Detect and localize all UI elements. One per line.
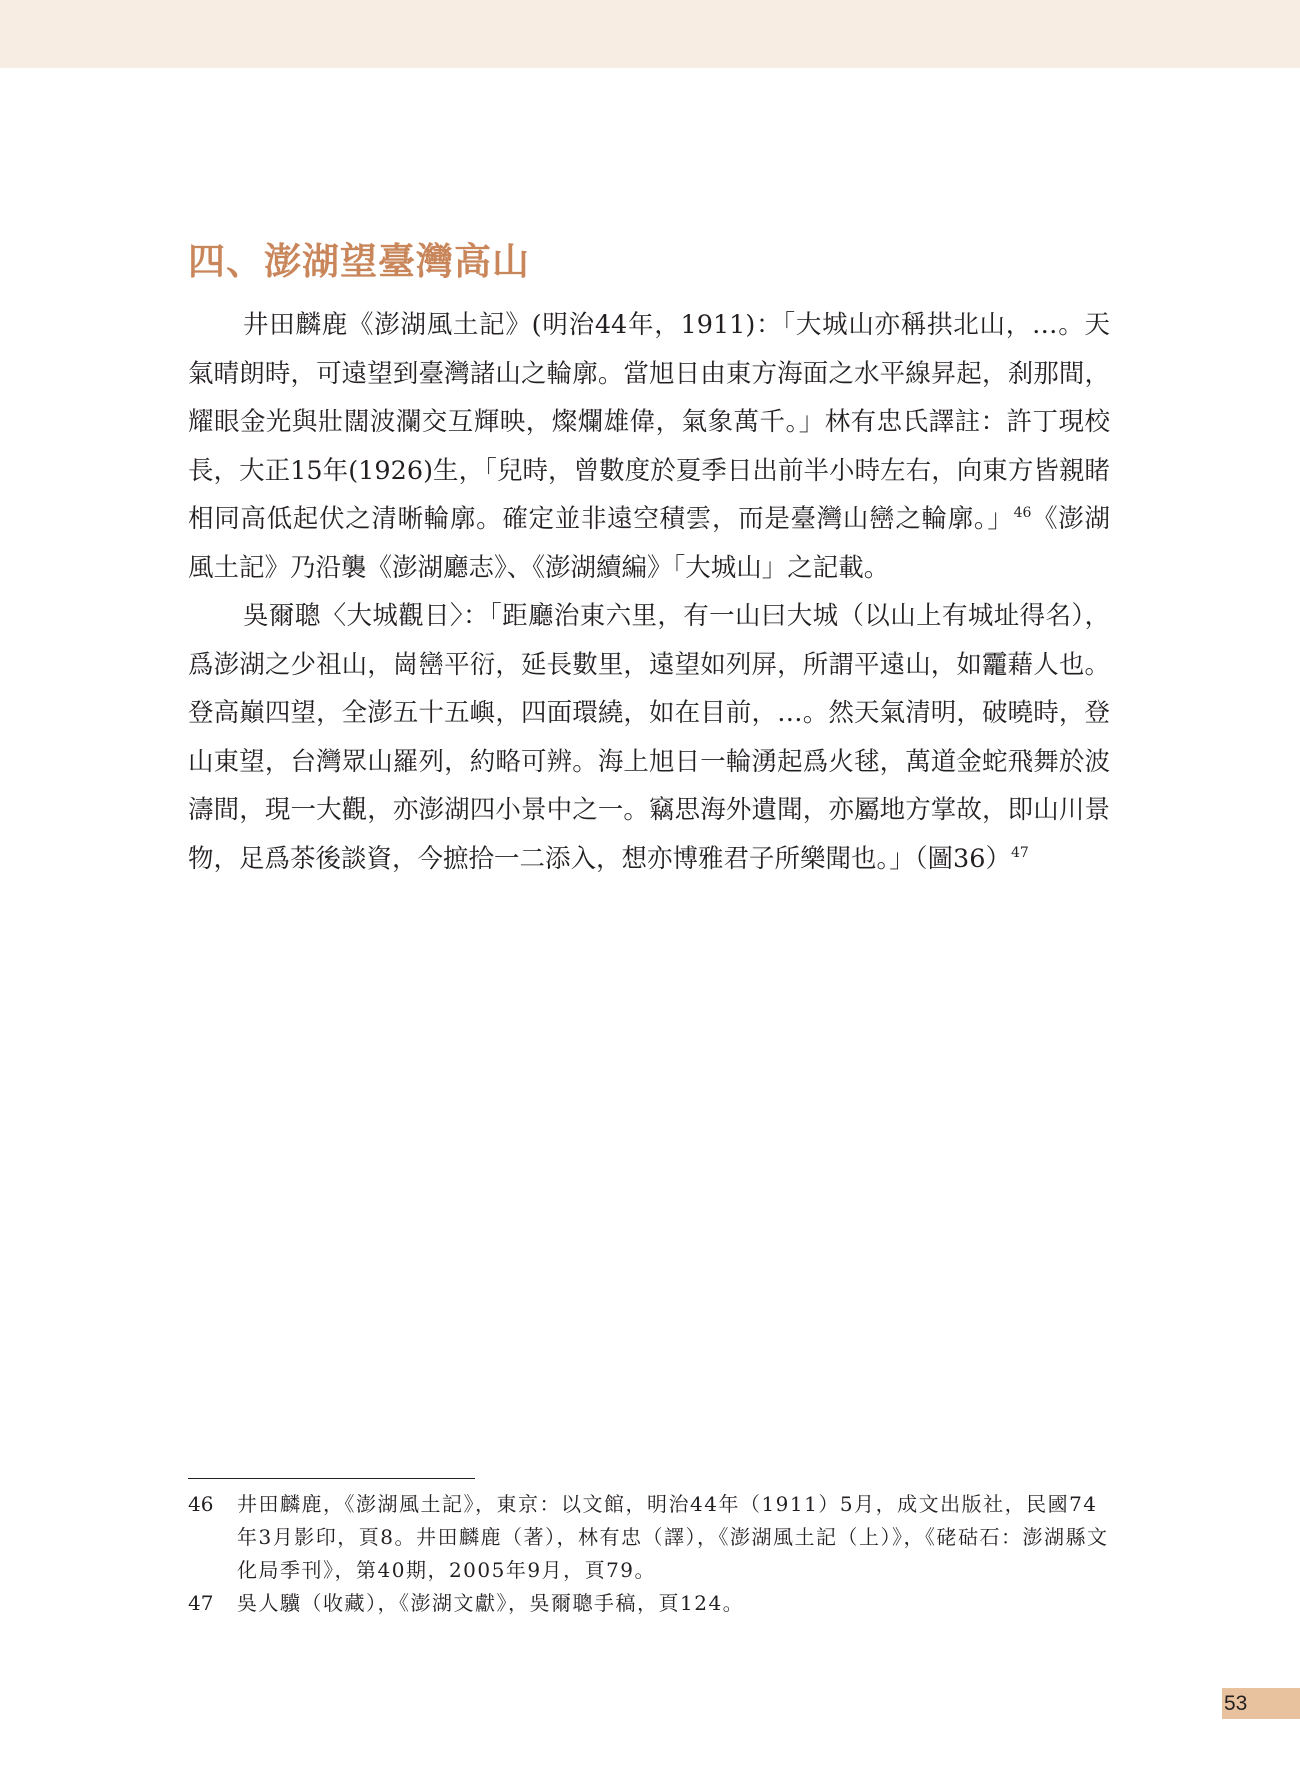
footnote-47 <box>188 1587 1110 1620</box>
paragraph-1 <box>188 301 1110 592</box>
paragraph-1-tail: 《澎湖風土記》乃沿襲《澎湖廳志》、《澎湖續編》「大城山」之記載。 <box>188 504 1110 583</box>
footnote-ref-47[interactable]: 47 <box>1010 844 1029 861</box>
section-heading: 四、澎湖望臺灣高山 <box>188 240 530 283</box>
footnote-number: 47 <box>188 1591 214 1615</box>
paragraph-1-text: 井田麟鹿《澎湖風土記》(明治44年，1911)：「大城山亦稱拱北山，…。天氣晴朗時，可遠望到臺灣諸山之輪廓。當旭日由東方海面之水平線昇起，刹那間，耀眼金光與壯闊波瀾交互輝映，燦爛雄偉，氣象萬千。」林有忠氏譯註：許丁現校長，大正15年(1926)生，「兒時，曾數度於夏季日出前半小時左右，向東方皆親睹相同高低起伏之清晰輪廓。確定並非遠空積雲，而是臺灣山巒之輪廓。」 <box>188 310 1110 534</box>
footnote-text: 吳人驥（收藏），《澎湖文獻》，吳爾聰手稿，頁124。 <box>237 1591 745 1615</box>
footnote-divider <box>188 1478 475 1479</box>
footnote-text: 井田麟鹿，《澎湖風土記》，東京：以文館，明治44年（1911）5月，成文出版社，民國74年3月影印，頁8。井田麟鹿（著），林有忠（譯），《澎湖風土記（上）》，《硓𥑮石：澎湖縣文化局季刊》，第40期，2005年9月，頁79。 <box>237 1492 1109 1582</box>
footnote-number: 46 <box>188 1492 214 1516</box>
footnote-ref-46[interactable]: 46 <box>1013 505 1032 521</box>
page-number: 53 <box>1222 1688 1300 1719</box>
top-color-band <box>0 0 1300 68</box>
paragraph-2 <box>188 592 1110 883</box>
body-text <box>188 301 1110 883</box>
paragraph-2-text: 吳爾聰〈大城觀日〉：「距廳治東六里，有一山曰大城（以山上有城址得名），爲澎湖之少祖山，崗巒平衍，延長數里，遠望如列屏，所謂平遠山，如龗藉人也。登高巔四望，全澎五十五嶼，四面環繞，如在目前，…。然天氣清明，破曉時，登山東望，台灣眾山羅列，約略可辨。海上旭日一輪湧起爲火毬，萬道金蛇飛舞於波濤間，現一大觀，亦澎湖四小景中之一。竊思海外遺聞，亦屬地方掌故，即山川景物，足爲茶後談資，今摭拾一二添入，想亦博雅君子所樂聞也。」（圖36） <box>188 601 1110 874</box>
footnote-46 <box>188 1488 1110 1587</box>
footnotes <box>188 1488 1110 1620</box>
